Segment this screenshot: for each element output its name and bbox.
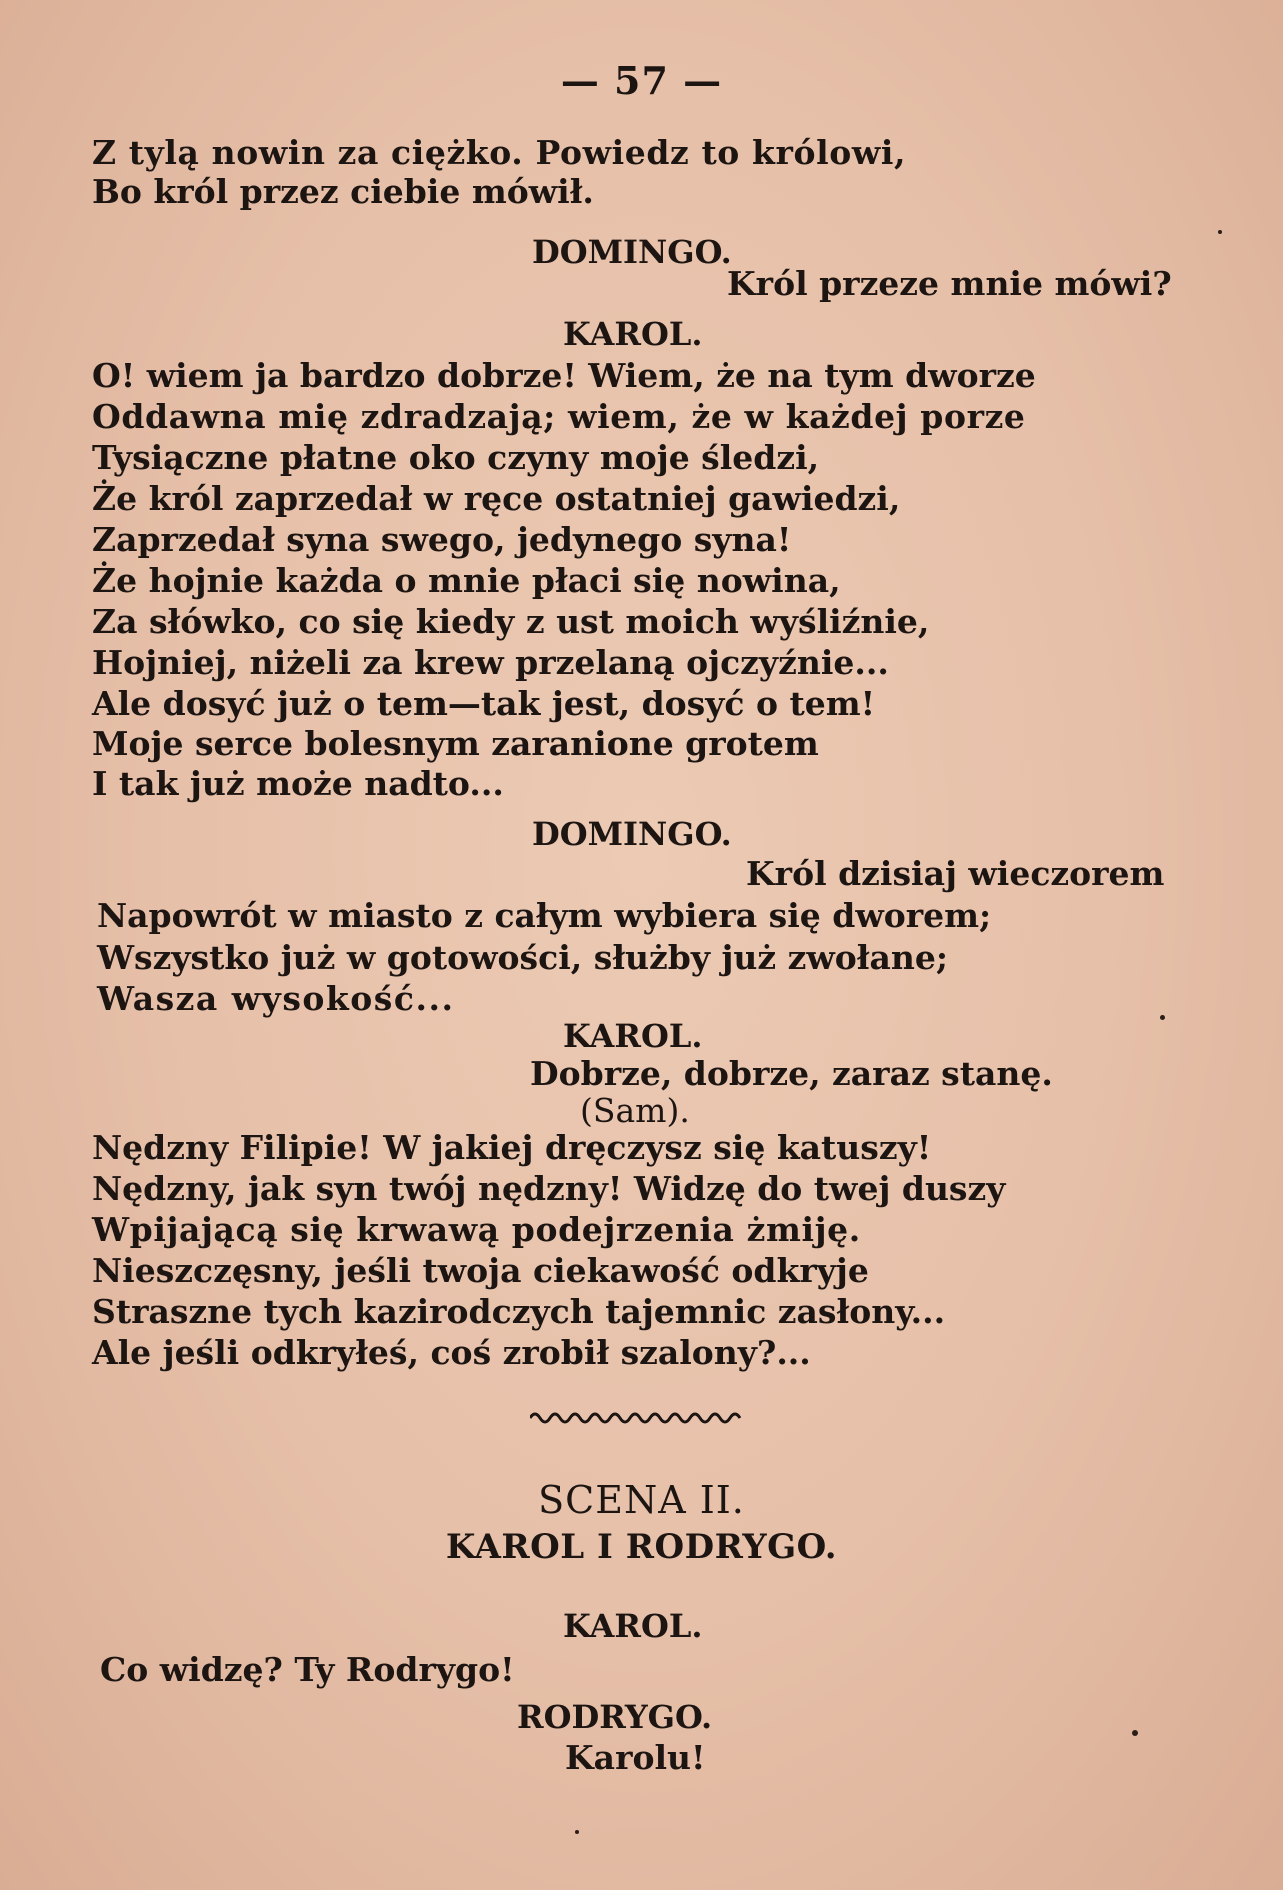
verse-line: Że hojnie każda o mnie płaci się nowina, <box>92 561 841 600</box>
verse-line: Ale dosyć już o tem—tak jest, dosyć o tem! <box>92 684 876 723</box>
verse-line: I tak już może nadto... <box>92 764 504 803</box>
verse-line: Bo król przez ciebie mówił. <box>92 172 594 211</box>
verse-line: Z tylą nowin za ciężko. Powiedz to królowi, <box>92 133 907 172</box>
verse-line: Straszne tych kazirodczych tajemnic zasłony... <box>92 1292 946 1331</box>
speaker-label: DOMINGO. <box>532 233 732 271</box>
verse-line: Napowrót w miasto z całym wybiera się dworem; <box>97 896 992 935</box>
verse-line: Nędzny, jak syn twój nędzny! Widzę do twej duszy <box>92 1169 1006 1208</box>
speaker-label: KAROL. <box>563 1607 703 1645</box>
verse-line: Że król zaprzedał w ręce ostatniej gawiedzi, <box>92 479 901 518</box>
ink-speck <box>1132 1730 1138 1736</box>
verse-line: Wpijającą się krwawą podejrzenia żmiję. <box>92 1210 861 1249</box>
verse-line: Oddawna mię zdradzają; wiem, że w każdej porze <box>92 397 1026 436</box>
stage-direction: (Sam). <box>580 1091 690 1130</box>
verse-line: Moje serce bolesnym zaranione grotem <box>92 724 819 763</box>
verse-line: Ale jeśli odkryłeś, coś zrobił szalony?... <box>92 1333 811 1372</box>
verse-line: Nieszczęsny, jeśli twoja ciekawość odkryje <box>92 1251 869 1290</box>
verse-line: Za słówko, co się kiedy z ust moich wyśliźnie, <box>92 602 930 641</box>
verse-line: O! wiem ja bardzo dobrze! Wiem, że na tym dworze <box>92 356 1036 395</box>
ink-speck <box>575 1830 579 1834</box>
scene-subtitle: KAROL I RODRYGO. <box>445 1527 838 1567</box>
speaker-label: KAROL. <box>563 1017 703 1055</box>
scene-title: SCENA II. <box>538 1478 745 1522</box>
verse-line: Król dzisiaj wieczorem <box>746 854 1165 893</box>
verse-line: Wasza wysokość... <box>97 979 455 1018</box>
speaker-label: KAROL. <box>563 315 703 353</box>
verse-line: Tysiączne płatne oko czyny moje śledzi, <box>92 438 820 477</box>
verse-line: Hojniej, niżeli za krew przelaną ojczyźnie... <box>92 643 889 682</box>
verse-line: Co widzę? Ty Rodrygo! <box>100 1650 515 1689</box>
speaker-label: RODRYGO. <box>517 1698 713 1736</box>
wavy-divider-ornament <box>530 1410 745 1426</box>
verse-line: Nędzny Filipie! W jakiej dręczysz się katuszy! <box>92 1128 932 1167</box>
speaker-label: DOMINGO. <box>532 815 732 853</box>
ink-speck <box>1218 230 1222 234</box>
verse-line: Król przeze mnie mówi? <box>727 264 1172 303</box>
verse-line: Dobrze, dobrze, zaraz stanę. <box>530 1054 1053 1093</box>
ink-speck <box>1160 1015 1165 1020</box>
page-number: — 57 — <box>560 58 723 103</box>
verse-line: Zaprzedał syna swego, jedynego syna! <box>92 520 792 559</box>
verse-line: Karolu! <box>565 1738 706 1777</box>
verse-line: Wszystko już w gotowości, służby już zwołane; <box>97 938 949 977</box>
